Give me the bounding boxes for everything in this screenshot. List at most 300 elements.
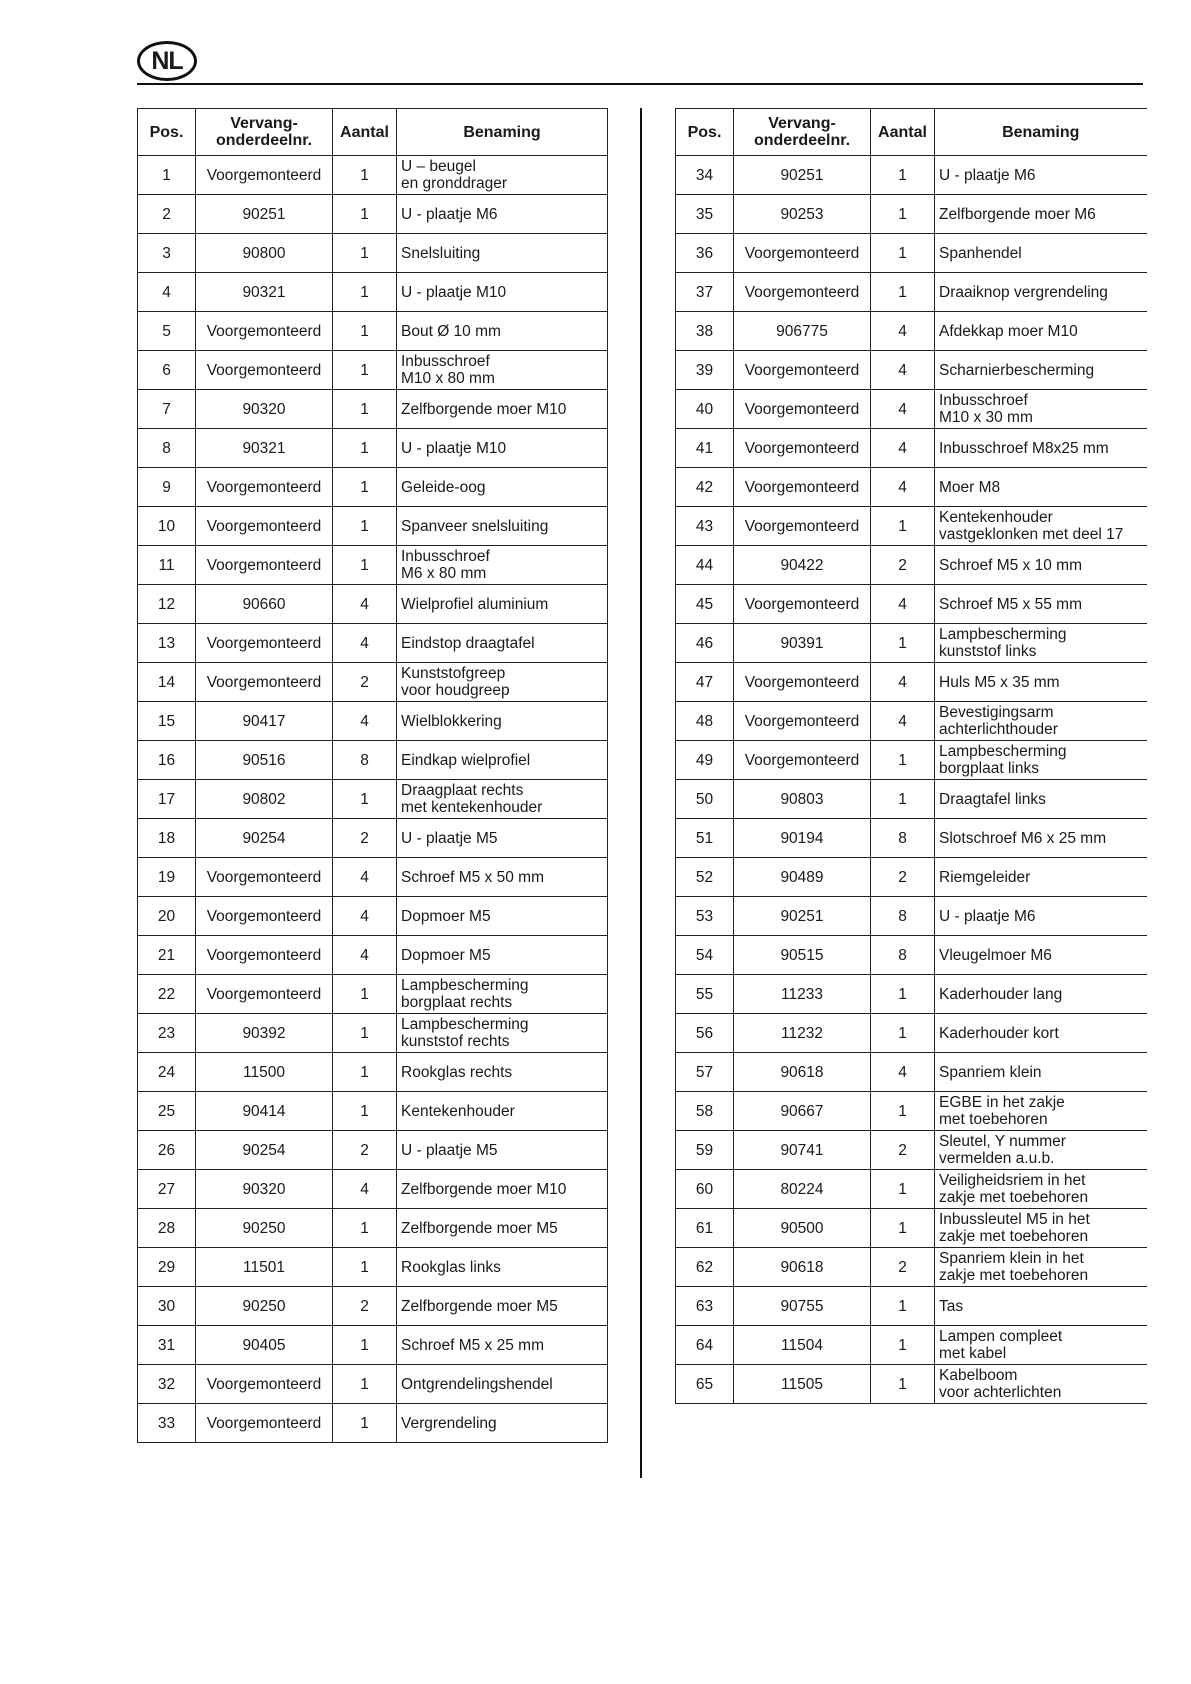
name-cell bbox=[935, 1209, 1147, 1248]
name-cell bbox=[935, 1131, 1147, 1170]
name-line-1: Scharnierbescherming bbox=[939, 361, 1095, 379]
name-cell bbox=[935, 1326, 1147, 1365]
pos-cell: 19 bbox=[138, 858, 196, 897]
name-cell bbox=[935, 1287, 1147, 1326]
pos-cell: 47 bbox=[676, 663, 734, 702]
quantity-cell: 1 bbox=[333, 1014, 397, 1053]
pos-cell: 1 bbox=[138, 156, 196, 195]
part-number-cell: Voorgemonteerd bbox=[734, 663, 871, 702]
quantity-cell: 2 bbox=[871, 1248, 935, 1287]
pos-cell: 8 bbox=[138, 429, 196, 468]
part-number-cell: Voorgemonteerd bbox=[196, 468, 333, 507]
table-row bbox=[138, 1209, 608, 1248]
part-number-cell: 90660 bbox=[196, 585, 333, 624]
name-cell bbox=[397, 702, 608, 741]
part-number-cell: 90515 bbox=[734, 936, 871, 975]
table-row bbox=[138, 1131, 608, 1170]
name-line-1: Schroef M5 x 55 mm bbox=[939, 595, 1082, 613]
name-cell bbox=[397, 429, 608, 468]
header-part-number-line1: Vervang- bbox=[768, 115, 836, 132]
table-row bbox=[138, 624, 608, 663]
name-line-1: Rookglas links bbox=[401, 1258, 501, 1276]
quantity-cell: 1 bbox=[871, 1014, 935, 1053]
name-line-1: Spanhendel bbox=[939, 244, 1022, 262]
part-number-cell: 90194 bbox=[734, 819, 871, 858]
part-number-cell: Voorgemonteerd bbox=[196, 1404, 333, 1443]
table-row bbox=[676, 858, 1147, 897]
quantity-cell: 1 bbox=[333, 429, 397, 468]
name-line-2: voor houdgreep bbox=[401, 682, 510, 699]
name-cell bbox=[935, 741, 1147, 780]
name-line-1: Dopmoer M5 bbox=[401, 907, 491, 925]
part-number-cell: Voorgemonteerd bbox=[734, 468, 871, 507]
part-number-cell: 90618 bbox=[734, 1053, 871, 1092]
part-number-cell: 90253 bbox=[734, 195, 871, 234]
part-number-cell: Voorgemonteerd bbox=[196, 1365, 333, 1404]
part-number-cell: 90500 bbox=[734, 1209, 871, 1248]
quantity-cell: 1 bbox=[333, 1209, 397, 1248]
quantity-cell: 1 bbox=[333, 390, 397, 429]
name-cell bbox=[935, 780, 1147, 819]
part-number-cell: Voorgemonteerd bbox=[196, 546, 333, 585]
pos-cell: 12 bbox=[138, 585, 196, 624]
name-line-1: U - plaatje M5 bbox=[401, 829, 498, 847]
quantity-cell: 1 bbox=[333, 507, 397, 546]
part-number-cell: 90392 bbox=[196, 1014, 333, 1053]
pos-cell: 53 bbox=[676, 897, 734, 936]
table-row bbox=[138, 897, 608, 936]
table-row bbox=[138, 1170, 608, 1209]
name-line-1: Geleide-oog bbox=[401, 478, 486, 496]
pos-cell: 41 bbox=[676, 429, 734, 468]
name-cell bbox=[397, 1365, 608, 1404]
table-row bbox=[676, 1365, 1147, 1404]
part-number-cell: Voorgemonteerd bbox=[196, 156, 333, 195]
quantity-cell: 1 bbox=[333, 234, 397, 273]
name-line-1: Lampbescherming bbox=[401, 977, 529, 994]
pos-cell: 52 bbox=[676, 858, 734, 897]
part-number-cell: 90800 bbox=[196, 234, 333, 273]
quantity-cell: 1 bbox=[333, 468, 397, 507]
quantity-cell: 4 bbox=[333, 936, 397, 975]
table-row bbox=[676, 195, 1147, 234]
name-line-1: Wielprofiel aluminium bbox=[401, 595, 549, 613]
pos-cell: 42 bbox=[676, 468, 734, 507]
quantity-cell: 1 bbox=[871, 1092, 935, 1131]
header-part-number-line2: onderdeelnr. bbox=[753, 132, 851, 149]
name-cell bbox=[935, 1092, 1147, 1131]
name-cell bbox=[397, 663, 608, 702]
name-line-1: Kentekenhouder bbox=[939, 509, 1053, 526]
name-cell bbox=[397, 585, 608, 624]
table-row bbox=[138, 1248, 608, 1287]
name-cell bbox=[935, 624, 1147, 663]
name-line-1: Inbusschroef bbox=[401, 548, 490, 565]
table-row bbox=[676, 936, 1147, 975]
part-number-cell: 90405 bbox=[196, 1326, 333, 1365]
part-number-cell: 11504 bbox=[734, 1326, 871, 1365]
name-cell bbox=[935, 546, 1147, 585]
pos-cell: 35 bbox=[676, 195, 734, 234]
table-row bbox=[676, 1287, 1147, 1326]
quantity-cell: 4 bbox=[333, 585, 397, 624]
name-cell bbox=[935, 351, 1147, 390]
part-number-cell: 11232 bbox=[734, 1014, 871, 1053]
table-row bbox=[138, 1014, 608, 1053]
quantity-cell: 4 bbox=[871, 351, 935, 390]
quantity-cell: 8 bbox=[871, 936, 935, 975]
pos-cell: 51 bbox=[676, 819, 734, 858]
name-line-2: voor achterlichten bbox=[939, 1384, 1062, 1401]
name-cell bbox=[935, 897, 1147, 936]
part-number-cell: 90251 bbox=[734, 156, 871, 195]
part-number-cell: 90741 bbox=[734, 1131, 871, 1170]
pos-cell: 39 bbox=[676, 351, 734, 390]
name-line-1: Bout Ø 10 mm bbox=[401, 322, 501, 340]
name-line-1: Zelfborgende moer M10 bbox=[401, 1180, 567, 1198]
parts-table-right bbox=[675, 108, 1147, 1404]
name-line-2: zakje met toebehoren bbox=[939, 1189, 1089, 1206]
table-row bbox=[676, 390, 1147, 429]
name-line-2: kunststof rechts bbox=[401, 1033, 510, 1050]
name-cell bbox=[397, 624, 608, 663]
name-line-1: Inbussleutel M5 in het bbox=[939, 1211, 1090, 1228]
header-part-number bbox=[196, 109, 333, 156]
part-number-cell: 11500 bbox=[196, 1053, 333, 1092]
header-part-number bbox=[734, 109, 871, 156]
quantity-cell: 4 bbox=[871, 663, 935, 702]
table-row bbox=[676, 702, 1147, 741]
name-line-2: vermelden a.u.b. bbox=[939, 1150, 1055, 1167]
table-row bbox=[138, 429, 608, 468]
part-number-cell: 90250 bbox=[196, 1209, 333, 1248]
quantity-cell: 1 bbox=[333, 1365, 397, 1404]
pos-cell: 48 bbox=[676, 702, 734, 741]
quantity-cell: 1 bbox=[871, 1209, 935, 1248]
pos-cell: 9 bbox=[138, 468, 196, 507]
pos-cell: 24 bbox=[138, 1053, 196, 1092]
name-line-1: Huls M5 x 35 mm bbox=[939, 673, 1060, 691]
name-line-1: Dopmoer M5 bbox=[401, 946, 491, 964]
pos-cell: 37 bbox=[676, 273, 734, 312]
name-line-1: Kunststofgreep bbox=[401, 665, 506, 682]
name-cell bbox=[935, 468, 1147, 507]
pos-cell: 29 bbox=[138, 1248, 196, 1287]
name-cell bbox=[397, 741, 608, 780]
pos-cell: 60 bbox=[676, 1170, 734, 1209]
pos-cell: 3 bbox=[138, 234, 196, 273]
part-number-cell: 90417 bbox=[196, 702, 333, 741]
name-line-2: zakje met toebehoren bbox=[939, 1228, 1089, 1245]
pos-cell: 11 bbox=[138, 546, 196, 585]
name-cell bbox=[935, 936, 1147, 975]
name-line-1: EGBE in het zakje bbox=[939, 1094, 1065, 1111]
name-line-1: Lampbescherming bbox=[401, 1016, 529, 1033]
table-row bbox=[138, 858, 608, 897]
quantity-cell: 1 bbox=[333, 195, 397, 234]
part-number-cell: Voorgemonteerd bbox=[196, 897, 333, 936]
table-row bbox=[138, 312, 608, 351]
table-row bbox=[676, 1053, 1147, 1092]
header-pos: Pos. bbox=[676, 109, 734, 156]
part-number-cell: Voorgemonteerd bbox=[196, 858, 333, 897]
name-line-1: Eindstop draagtafel bbox=[401, 634, 535, 652]
name-line-2: borgplaat links bbox=[939, 760, 1039, 777]
table-row bbox=[676, 429, 1147, 468]
quantity-cell: 4 bbox=[333, 702, 397, 741]
name-line-2: zakje met toebehoren bbox=[939, 1267, 1089, 1284]
part-number-cell: 90489 bbox=[734, 858, 871, 897]
name-cell bbox=[397, 1248, 608, 1287]
table-row bbox=[676, 351, 1147, 390]
table-row bbox=[138, 546, 608, 585]
name-line-2: M10 x 80 mm bbox=[401, 370, 495, 387]
name-line-1: Wielblokkering bbox=[401, 712, 502, 730]
table-row bbox=[138, 195, 608, 234]
name-line-1: Kaderhouder lang bbox=[939, 985, 1063, 1003]
name-cell bbox=[397, 351, 608, 390]
part-number-cell: 90321 bbox=[196, 273, 333, 312]
part-number-cell: 90250 bbox=[196, 1287, 333, 1326]
name-line-2: M6 x 80 mm bbox=[401, 565, 487, 582]
header-name: Benaming bbox=[935, 109, 1147, 156]
part-number-cell: 90391 bbox=[734, 624, 871, 663]
part-number-cell: Voorgemonteerd bbox=[196, 624, 333, 663]
name-line-1: U – beugel bbox=[401, 158, 476, 175]
part-number-cell: 90321 bbox=[196, 429, 333, 468]
pos-cell: 13 bbox=[138, 624, 196, 663]
quantity-cell: 1 bbox=[871, 273, 935, 312]
pos-cell: 45 bbox=[676, 585, 734, 624]
part-number-cell: Voorgemonteerd bbox=[196, 936, 333, 975]
table-row bbox=[676, 741, 1147, 780]
table-row bbox=[138, 273, 608, 312]
name-line-1: Zelfborgende moer M5 bbox=[401, 1219, 558, 1237]
pos-cell: 44 bbox=[676, 546, 734, 585]
quantity-cell: 4 bbox=[333, 624, 397, 663]
table-row bbox=[676, 273, 1147, 312]
name-line-1: Spanriem klein bbox=[939, 1063, 1042, 1081]
quantity-cell: 1 bbox=[871, 1170, 935, 1209]
part-number-cell: 90251 bbox=[734, 897, 871, 936]
name-line-2: achterlichthouder bbox=[939, 721, 1058, 738]
quantity-cell: 1 bbox=[333, 546, 397, 585]
quantity-cell: 4 bbox=[333, 1170, 397, 1209]
name-cell bbox=[935, 312, 1147, 351]
quantity-cell: 1 bbox=[871, 1365, 935, 1404]
table-row bbox=[138, 390, 608, 429]
name-line-1: Inbusschroef M8x25 mm bbox=[939, 439, 1109, 457]
pos-cell: 55 bbox=[676, 975, 734, 1014]
name-cell bbox=[935, 975, 1147, 1014]
quantity-cell: 1 bbox=[333, 1248, 397, 1287]
name-cell bbox=[397, 819, 608, 858]
table-row bbox=[138, 1053, 608, 1092]
name-cell bbox=[397, 468, 608, 507]
pos-cell: 38 bbox=[676, 312, 734, 351]
pos-cell: 33 bbox=[138, 1404, 196, 1443]
name-line-1: U - plaatje M6 bbox=[939, 907, 1036, 925]
name-line-1: Sleutel, Y nummer bbox=[939, 1133, 1066, 1150]
pos-cell: 56 bbox=[676, 1014, 734, 1053]
header-pos: Pos. bbox=[138, 109, 196, 156]
part-number-cell: 80224 bbox=[734, 1170, 871, 1209]
part-number-cell: Voorgemonteerd bbox=[734, 234, 871, 273]
part-number-cell: 90320 bbox=[196, 1170, 333, 1209]
name-cell bbox=[397, 273, 608, 312]
quantity-cell: 1 bbox=[871, 624, 935, 663]
table-row bbox=[676, 234, 1147, 273]
pos-cell: 28 bbox=[138, 1209, 196, 1248]
pos-cell: 34 bbox=[676, 156, 734, 195]
name-cell bbox=[935, 390, 1147, 429]
header-part-number-line2: onderdeelnr. bbox=[215, 132, 313, 149]
name-line-1: Zelfborgende moer M6 bbox=[939, 205, 1096, 223]
name-line-1: Vergrendeling bbox=[401, 1414, 497, 1432]
name-cell bbox=[397, 780, 608, 819]
quantity-cell: 1 bbox=[871, 1287, 935, 1326]
name-cell bbox=[397, 195, 608, 234]
name-cell bbox=[397, 1287, 608, 1326]
pos-cell: 62 bbox=[676, 1248, 734, 1287]
parts-table-left bbox=[137, 108, 608, 1443]
table-row bbox=[676, 663, 1147, 702]
name-cell bbox=[935, 429, 1147, 468]
name-line-1: Spanriem klein in het bbox=[939, 1250, 1084, 1267]
name-cell bbox=[397, 312, 608, 351]
quantity-cell: 1 bbox=[871, 507, 935, 546]
name-line-2: met kentekenhouder bbox=[401, 799, 543, 816]
name-line-1: Draagplaat rechts bbox=[401, 782, 524, 799]
table-row bbox=[676, 585, 1147, 624]
pos-cell: 23 bbox=[138, 1014, 196, 1053]
name-line-1: U - plaatje M10 bbox=[401, 283, 507, 301]
pos-cell: 21 bbox=[138, 936, 196, 975]
name-line-1: U - plaatje M6 bbox=[401, 205, 498, 223]
part-number-cell: 11505 bbox=[734, 1365, 871, 1404]
name-cell bbox=[397, 1092, 608, 1131]
part-number-cell: 11501 bbox=[196, 1248, 333, 1287]
table-row bbox=[138, 1092, 608, 1131]
name-line-1: Inbusschroef bbox=[939, 392, 1028, 409]
name-cell bbox=[397, 858, 608, 897]
name-cell bbox=[397, 897, 608, 936]
part-number-cell: Voorgemonteerd bbox=[734, 351, 871, 390]
pos-cell: 30 bbox=[138, 1287, 196, 1326]
name-line-1: Spanveer snelsluiting bbox=[401, 517, 549, 535]
name-line-1: Kabelboom bbox=[939, 1367, 1018, 1384]
quantity-cell: 1 bbox=[333, 780, 397, 819]
quantity-cell: 4 bbox=[333, 897, 397, 936]
name-line-1: Snelsluiting bbox=[401, 244, 481, 262]
part-number-cell: Voorgemonteerd bbox=[734, 273, 871, 312]
quantity-cell: 2 bbox=[871, 858, 935, 897]
quantity-cell: 1 bbox=[333, 351, 397, 390]
table-row bbox=[676, 1014, 1147, 1053]
quantity-cell: 1 bbox=[871, 975, 935, 1014]
table-row bbox=[676, 156, 1147, 195]
quantity-cell: 4 bbox=[871, 1053, 935, 1092]
table-row bbox=[676, 507, 1147, 546]
pos-cell: 43 bbox=[676, 507, 734, 546]
pos-cell: 4 bbox=[138, 273, 196, 312]
part-number-cell: 90802 bbox=[196, 780, 333, 819]
name-line-1: Zelfborgende moer M10 bbox=[401, 400, 567, 418]
part-number-cell: 90803 bbox=[734, 780, 871, 819]
name-cell bbox=[397, 1209, 608, 1248]
name-line-1: Rookglas rechts bbox=[401, 1063, 513, 1081]
table-row bbox=[676, 1326, 1147, 1365]
name-line-1: Lampbescherming bbox=[939, 743, 1067, 760]
name-cell bbox=[935, 1170, 1147, 1209]
table-row bbox=[676, 1131, 1147, 1170]
name-cell bbox=[397, 507, 608, 546]
header-quantity: Aantal bbox=[871, 109, 935, 156]
quantity-cell: 1 bbox=[333, 1092, 397, 1131]
table-row bbox=[676, 819, 1147, 858]
pos-cell: 64 bbox=[676, 1326, 734, 1365]
table-row bbox=[138, 156, 608, 195]
name-cell bbox=[935, 507, 1147, 546]
part-number-cell: Voorgemonteerd bbox=[734, 390, 871, 429]
pos-cell: 20 bbox=[138, 897, 196, 936]
part-number-cell: Voorgemonteerd bbox=[734, 702, 871, 741]
header-name: Benaming bbox=[397, 109, 608, 156]
table-row bbox=[676, 546, 1147, 585]
pos-cell: 54 bbox=[676, 936, 734, 975]
name-cell bbox=[935, 234, 1147, 273]
pos-cell: 46 bbox=[676, 624, 734, 663]
pos-cell: 50 bbox=[676, 780, 734, 819]
table-row bbox=[138, 975, 608, 1014]
table-row bbox=[676, 897, 1147, 936]
pos-cell: 17 bbox=[138, 780, 196, 819]
header-quantity: Aantal bbox=[333, 109, 397, 156]
name-line-1: Riemgeleider bbox=[939, 868, 1031, 886]
name-cell bbox=[397, 234, 608, 273]
quantity-cell: 1 bbox=[333, 156, 397, 195]
quantity-cell: 8 bbox=[871, 897, 935, 936]
name-line-1: Schroef M5 x 50 mm bbox=[401, 868, 544, 886]
pos-cell: 10 bbox=[138, 507, 196, 546]
name-line-1: Lampen compleet bbox=[939, 1328, 1063, 1345]
pos-cell: 14 bbox=[138, 663, 196, 702]
pos-cell: 18 bbox=[138, 819, 196, 858]
part-number-cell: 11233 bbox=[734, 975, 871, 1014]
pos-cell: 63 bbox=[676, 1287, 734, 1326]
quantity-cell: 4 bbox=[333, 858, 397, 897]
quantity-cell: 1 bbox=[871, 780, 935, 819]
table-row bbox=[676, 975, 1147, 1014]
part-number-cell: Voorgemonteerd bbox=[196, 351, 333, 390]
part-number-cell: 90667 bbox=[734, 1092, 871, 1131]
name-cell bbox=[397, 1404, 608, 1443]
name-cell bbox=[935, 702, 1147, 741]
table-row bbox=[138, 936, 608, 975]
pos-cell: 65 bbox=[676, 1365, 734, 1404]
table-row bbox=[138, 1326, 608, 1365]
part-number-cell: 90755 bbox=[734, 1287, 871, 1326]
name-line-2: en gronddrager bbox=[401, 175, 507, 192]
part-number-cell: 90618 bbox=[734, 1248, 871, 1287]
quantity-cell: 2 bbox=[333, 819, 397, 858]
table-row bbox=[676, 312, 1147, 351]
quantity-cell: 2 bbox=[333, 663, 397, 702]
pos-cell: 6 bbox=[138, 351, 196, 390]
part-number-cell: Voorgemonteerd bbox=[734, 507, 871, 546]
pos-cell: 57 bbox=[676, 1053, 734, 1092]
quantity-cell: 2 bbox=[871, 546, 935, 585]
